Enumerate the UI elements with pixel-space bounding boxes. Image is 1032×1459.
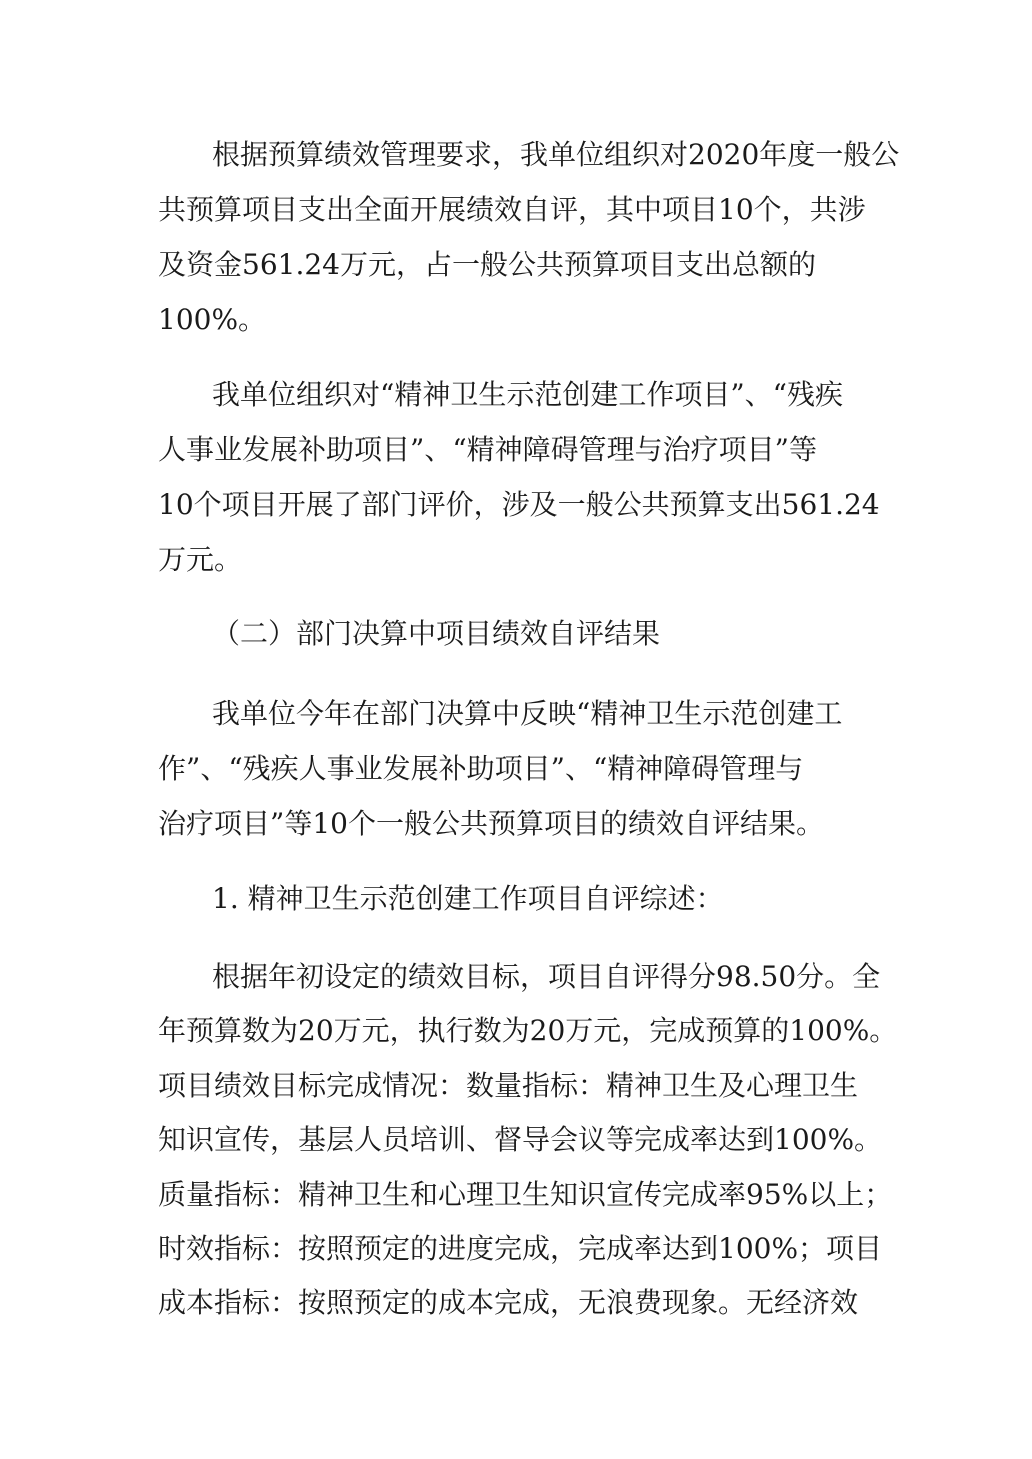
- paragraph-4-line-1: 根据年初设定的绩效目标，项目自评得分98.50分。全: [212, 960, 881, 993]
- paragraph-2-line-3: 10个项目开展了部门评价，涉及一般公共预算支出561.24: [158, 488, 880, 521]
- paragraph-3-line-2: 作”、“残疾人事业发展补助项目”、“精神障碍管理与: [158, 752, 804, 785]
- paragraph-2-line-2: 人事业发展补助项目”、“精神障碍管理与治疗项目”等: [158, 433, 817, 466]
- paragraph-4-line-2: 年预算数为20万元，执行数为20万元，完成预算的100%。: [158, 1014, 898, 1047]
- paragraph-4-line-4: 知识宣传，基层人员培训、督导会议等完成率达到100%。: [158, 1123, 883, 1156]
- paragraph-4-line-7: 成本指标：按照预定的成本完成，无浪费现象。无经济效: [158, 1286, 859, 1319]
- paragraph-1-line-1: 根据预算绩效管理要求，我单位组织对2020年度一般公: [212, 138, 900, 171]
- paragraph-3-line-3: 治疗项目”等10个一般公共预算项目的绩效自评结果。: [158, 807, 824, 840]
- paragraph-2-line-1: 我单位组织对“精神卫生示范创建工作项目”、“残疾: [212, 378, 843, 411]
- paragraph-2-line-4: 万元。: [158, 543, 243, 576]
- paragraph-4-line-3: 项目绩效目标完成情况：数量指标：精神卫生及心理卫生: [158, 1069, 859, 1102]
- item-1-heading: 1. 精神卫生示范创建工作项目自评综述：: [212, 882, 724, 915]
- paragraph-1-line-2: 共预算项目支出全面开展绩效自评，其中项目10个，共涉: [158, 193, 866, 226]
- section-heading-2: （二）部门决算中项目绩效自评结果: [212, 617, 661, 650]
- paragraph-4-line-6: 时效指标：按照预定的进度完成，完成率达到100%；项目: [158, 1232, 883, 1265]
- paragraph-3-line-1: 我单位今年在部门决算中反映“精神卫生示范创建工: [212, 697, 843, 730]
- paragraph-1-line-3: 及资金561.24万元，占一般公共预算项目支出总额的: [158, 248, 816, 281]
- paragraph-1-line-4: 100%。: [158, 303, 267, 336]
- paragraph-4-line-5: 质量指标：精神卫生和心理卫生知识宣传完成率95%以上；: [158, 1178, 893, 1211]
